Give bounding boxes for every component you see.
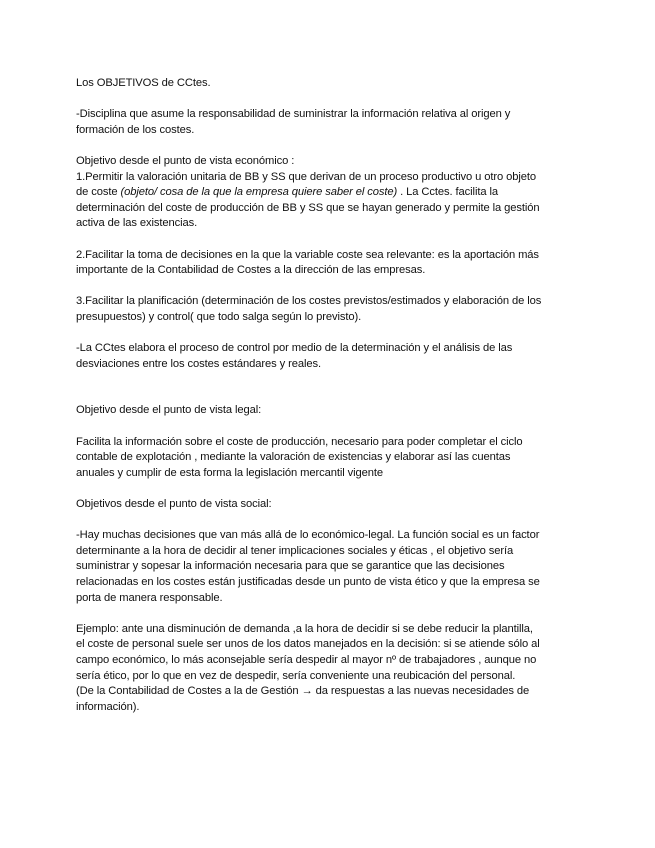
economic-item-1-italic-note: (objeto/ cosa de la que la empresa quiere saber el coste) [120,186,398,199]
social-line: -Hay muchas decisiones que van más allá de lo económico-legal. La función social es un factor [76,529,540,542]
example-line: Ejemplo: ante una disminución de demanda ,a la hora de decidir si se debe reducir la plantilla, [76,622,533,635]
economic-item-1-text: de coste [76,186,121,199]
economic-item-3 [76,294,581,325]
economic-item-1-line: activa de las existencias. [76,217,198,230]
intro-paragraph [76,107,581,138]
example-paragraph [76,622,581,716]
control-line: desviaciones entre los costes estándares y reales. [76,357,321,370]
legal-heading-block [76,403,581,419]
economic-item-3-line: 3.Facilitar la planificación (determinación de los costes previstos/estimados y elaboración de los [76,295,542,308]
control-line: -La CCtes elabora el proceso de control por medio de la determinación y el análisis de las [76,342,513,355]
economic-item-1-line [76,185,581,201]
economic-item-3-line: presupuestos) y control( que todo salga según lo previsto). [76,310,362,323]
social-line: porta de manera responsable. [76,591,223,604]
social-heading: Objetivos desde el punto de vista social: [76,498,272,511]
intro-line: -Disciplina que asume la responsabilidad de suministrar la información relativa al origen y [76,108,511,121]
spacer [76,92,581,108]
spacer [76,513,581,529]
control-paragraph [76,341,581,372]
spacer [76,606,581,622]
spacer [76,232,581,248]
social-line: suministrar y sopesar la información necesaria para que se garantice que las decisiones [76,560,505,573]
document-page [76,76,581,715]
example-line: sería ético, por lo que en vez de despedir, sería conveniente una reubicación del personal. [76,669,516,682]
spacer [76,326,581,342]
example-line: el coste de personal suele ser unos de los datos manejados en la decisión: si se atiende sólo al [76,638,540,651]
document-title-block [76,76,581,92]
spacer [76,481,581,497]
intro-line: formación de los costes. [76,123,195,136]
spacer [76,279,581,295]
example-line: (De la Contabilidad de Costes a la de Gestión → da respuestas a las nuevas necesidades de [76,685,530,698]
example-line: campo económico, lo más aconsejable sería despedir al mayor nº de trabajadores , aunque no [76,653,537,666]
economic-item-1-line: 1.Permitir la valoración unitaria de BB y SS que derivan de un proceso productivo u otro objeto [76,170,537,183]
legal-line: anuales y cumplir de esta forma la legislación mercantil vigente [76,466,384,479]
legal-paragraph [76,435,581,482]
economic-item-2-line: importante de la Contabilidad de Costes a la dirección de las empresas. [76,264,426,277]
example-line: información). [76,700,140,713]
social-paragraph [76,528,581,606]
spacer [76,138,581,154]
spacer [76,372,581,403]
social-heading-block [76,497,581,513]
economic-heading: Objetivo desde el punto de vista económico : [76,154,295,167]
document-title: Los OBJETIVOS de CCtes. [76,77,211,89]
economic-item-1-text: . La Cctes. facilita la [397,186,498,199]
legal-heading: Objetivo desde el punto de vista legal: [76,404,262,417]
legal-line: Facilita la información sobre el coste de producción, necesario para poder completar el ciclo [76,435,523,448]
economic-item-1-line: determinación del coste de producción de BB y SS que se hayan generado y permite la gestión [76,201,540,214]
spacer [76,419,581,435]
social-line: relacionadas en los costes están justificadas desde un punto de vista ético y que la empresa se [76,576,540,588]
economic-section [76,154,581,232]
economic-item-2-line: 2.Facilitar la toma de decisiones en la que la variable coste sea relevante: es la aportación más [76,248,539,261]
social-line: determinante a la hora de decidir al tener implicaciones sociales y éticas , el objetivo sería [76,544,514,557]
economic-item-2 [76,248,581,279]
legal-line: contable de explotación , mediante la valoración de existencias y elaborar así las cuentas [76,451,511,464]
